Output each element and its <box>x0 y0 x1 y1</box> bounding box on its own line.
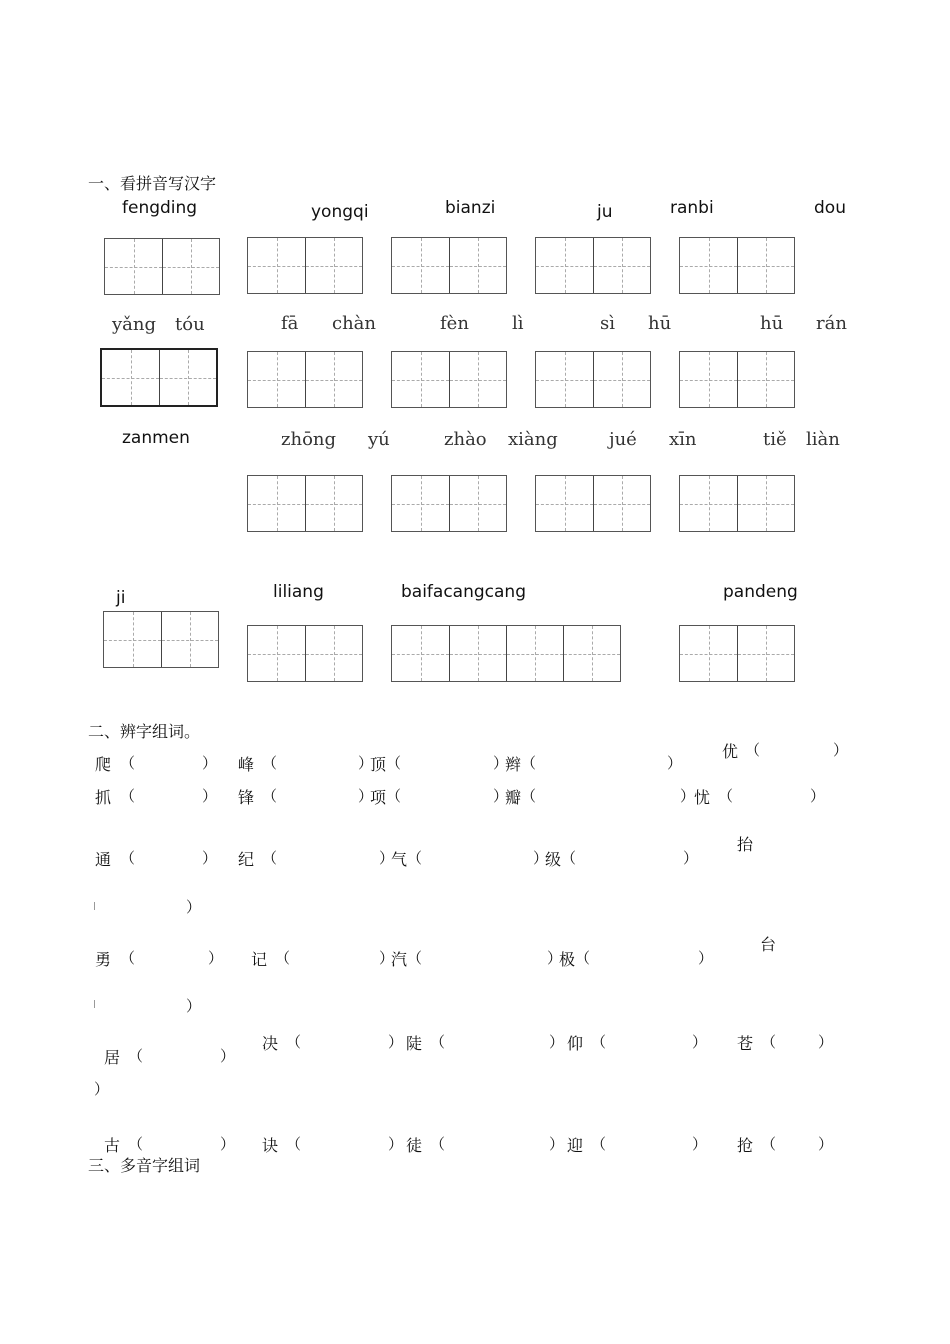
writing-grid[interactable] <box>679 237 795 294</box>
pinyin-label: ju <box>597 202 613 222</box>
open-paren: （ <box>761 1135 777 1153</box>
close-paren: ） <box>358 754 374 772</box>
section1-title: 一、看拼音写汉字 <box>88 174 217 193</box>
close-paren: ） <box>692 1033 708 1051</box>
writing-grid[interactable] <box>679 625 795 682</box>
open-paren: （ <box>521 754 537 772</box>
char-label: 诀 <box>262 1136 279 1155</box>
char-label: 顶 <box>370 755 387 774</box>
stray-mark <box>94 1000 95 1008</box>
open-paren: （ <box>386 787 402 805</box>
char-label: 瓣 <box>505 788 522 807</box>
close-paren: ） <box>698 949 714 967</box>
char-label: 抓 <box>95 788 112 807</box>
char-label: 迎 <box>567 1136 584 1155</box>
writing-grid[interactable] <box>391 351 507 408</box>
pinyin-label: tóu <box>175 314 205 335</box>
pinyin-label: yǎng <box>112 314 157 335</box>
pinyin-label: ji <box>116 588 126 608</box>
open-paren: （ <box>591 1033 607 1051</box>
char-label: 通 <box>95 850 112 869</box>
writing-grid[interactable] <box>100 348 218 407</box>
pinyin-label: lì <box>512 313 524 334</box>
close-paren: ） <box>220 1047 236 1065</box>
pinyin-label: sì <box>600 313 615 334</box>
close-paren: ） <box>186 997 202 1015</box>
char-label: 决 <box>262 1034 279 1053</box>
open-paren: （ <box>575 949 591 967</box>
open-paren: （ <box>128 1135 144 1153</box>
open-paren: （ <box>286 1033 302 1051</box>
writing-grid[interactable] <box>679 475 795 532</box>
char-label: 级 <box>545 850 562 869</box>
char-label: 抬 <box>737 835 754 854</box>
char-label: 纪 <box>238 850 255 869</box>
pinyin-label: xiàng <box>508 429 558 450</box>
pinyin-label: jué <box>609 429 637 450</box>
open-paren: （ <box>262 787 278 805</box>
close-paren: ） <box>818 1033 834 1051</box>
close-paren: ） <box>493 787 509 805</box>
close-paren: ） <box>202 754 218 772</box>
open-paren: （ <box>761 1033 777 1051</box>
pinyin-label: liàn <box>806 429 840 450</box>
writing-grid[interactable] <box>247 475 363 532</box>
writing-grid[interactable] <box>679 351 795 408</box>
open-paren: （ <box>745 741 761 759</box>
char-label: 台 <box>760 935 777 954</box>
close-paren: ） <box>220 1135 236 1153</box>
close-paren: ） <box>833 741 849 759</box>
open-paren: （ <box>275 949 291 967</box>
stray-mark <box>94 902 95 910</box>
writing-grid[interactable] <box>247 351 363 408</box>
char-label: 抢 <box>737 1136 754 1155</box>
pinyin-label: bianzi <box>445 198 496 218</box>
char-label: 古 <box>104 1136 121 1155</box>
pinyin-label: yú <box>368 429 390 450</box>
open-paren: （ <box>120 849 136 867</box>
writing-grid[interactable] <box>391 625 621 682</box>
pinyin-label: xīn <box>669 429 697 450</box>
close-paren: ） <box>680 787 696 805</box>
char-label: 项 <box>370 788 387 807</box>
char-label: 极 <box>559 950 576 969</box>
pinyin-label: baifacangcang <box>401 582 526 602</box>
open-paren: （ <box>286 1135 302 1153</box>
open-paren: （ <box>591 1135 607 1153</box>
char-label: 记 <box>251 950 268 969</box>
close-paren: ） <box>202 849 218 867</box>
open-paren: （ <box>430 1135 446 1153</box>
writing-grid[interactable] <box>247 237 363 294</box>
pinyin-label: dou <box>814 198 846 218</box>
char-label: 汽 <box>391 950 408 969</box>
char-label: 锋 <box>238 788 255 807</box>
close-paren: ） <box>388 1033 404 1051</box>
writing-grid[interactable] <box>104 238 220 295</box>
close-paren: ） <box>379 849 395 867</box>
char-label: 仰 <box>567 1034 584 1053</box>
pinyin-label: zhōng <box>281 429 337 450</box>
char-label: 陡 <box>406 1034 423 1053</box>
pinyin-label: fā <box>281 313 299 334</box>
writing-grid[interactable] <box>535 237 651 294</box>
open-paren: （ <box>120 787 136 805</box>
pinyin-label: pandeng <box>723 582 798 602</box>
pinyin-label: liliang <box>273 582 324 602</box>
close-paren: ） <box>493 754 509 772</box>
close-paren: ） <box>549 1135 565 1153</box>
writing-grid[interactable] <box>391 475 507 532</box>
char-label: 爬 <box>95 755 112 774</box>
pinyin-label: zanmen <box>122 428 190 448</box>
close-paren: ） <box>388 1135 404 1153</box>
close-paren: ） <box>692 1135 708 1153</box>
writing-grid[interactable] <box>103 611 219 668</box>
open-paren: （ <box>262 754 278 772</box>
open-paren: （ <box>407 849 423 867</box>
open-paren: （ <box>521 787 537 805</box>
open-paren: （ <box>120 754 136 772</box>
pinyin-label: rán <box>816 313 847 334</box>
char-label: 苍 <box>737 1034 754 1053</box>
open-paren: （ <box>561 849 577 867</box>
char-label: 勇 <box>95 950 112 969</box>
open-paren: （ <box>262 849 278 867</box>
pinyin-label: fèn <box>440 313 469 334</box>
open-paren: （ <box>718 787 734 805</box>
pinyin-label: hū <box>648 313 672 334</box>
open-paren: （ <box>386 754 402 772</box>
close-paren: ） <box>549 1033 565 1051</box>
char-label: 居 <box>104 1048 121 1067</box>
close-paren: ） <box>379 949 395 967</box>
close-paren: ） <box>533 849 549 867</box>
close-paren: ） <box>810 787 826 805</box>
close-paren: ） <box>818 1135 834 1153</box>
open-paren: （ <box>120 949 136 967</box>
char-label: 气 <box>391 850 408 869</box>
close-paren: ） <box>186 898 202 916</box>
section3-title: 三、多音字组词 <box>88 1156 201 1175</box>
close-paren: ） <box>94 1080 110 1098</box>
close-paren: ） <box>208 949 224 967</box>
writing-grid[interactable] <box>535 351 651 408</box>
char-label: 辫 <box>505 755 522 774</box>
writing-grid[interactable] <box>247 625 363 682</box>
pinyin-label: hū <box>760 313 784 334</box>
close-paren: ） <box>202 787 218 805</box>
pinyin-label: ranbi <box>670 198 714 218</box>
close-paren: ） <box>547 949 563 967</box>
close-paren: ） <box>667 754 683 772</box>
open-paren: （ <box>128 1047 144 1065</box>
pinyin-label: fengding <box>122 198 198 218</box>
pinyin-label: yongqi <box>311 202 369 222</box>
pinyin-label: tiě <box>763 429 787 450</box>
writing-grid[interactable] <box>391 237 507 294</box>
writing-grid[interactable] <box>535 475 651 532</box>
open-paren: （ <box>430 1033 446 1051</box>
pinyin-label: zhào <box>444 429 487 450</box>
char-label: 徒 <box>406 1136 423 1155</box>
close-paren: ） <box>683 849 699 867</box>
open-paren: （ <box>407 949 423 967</box>
pinyin-label: chàn <box>332 313 376 334</box>
char-label: 忧 <box>694 788 711 807</box>
close-paren: ） <box>358 787 374 805</box>
char-label: 优 <box>722 742 739 761</box>
char-label: 峰 <box>238 755 255 774</box>
section2-title: 二、辨字组词。 <box>88 722 201 741</box>
